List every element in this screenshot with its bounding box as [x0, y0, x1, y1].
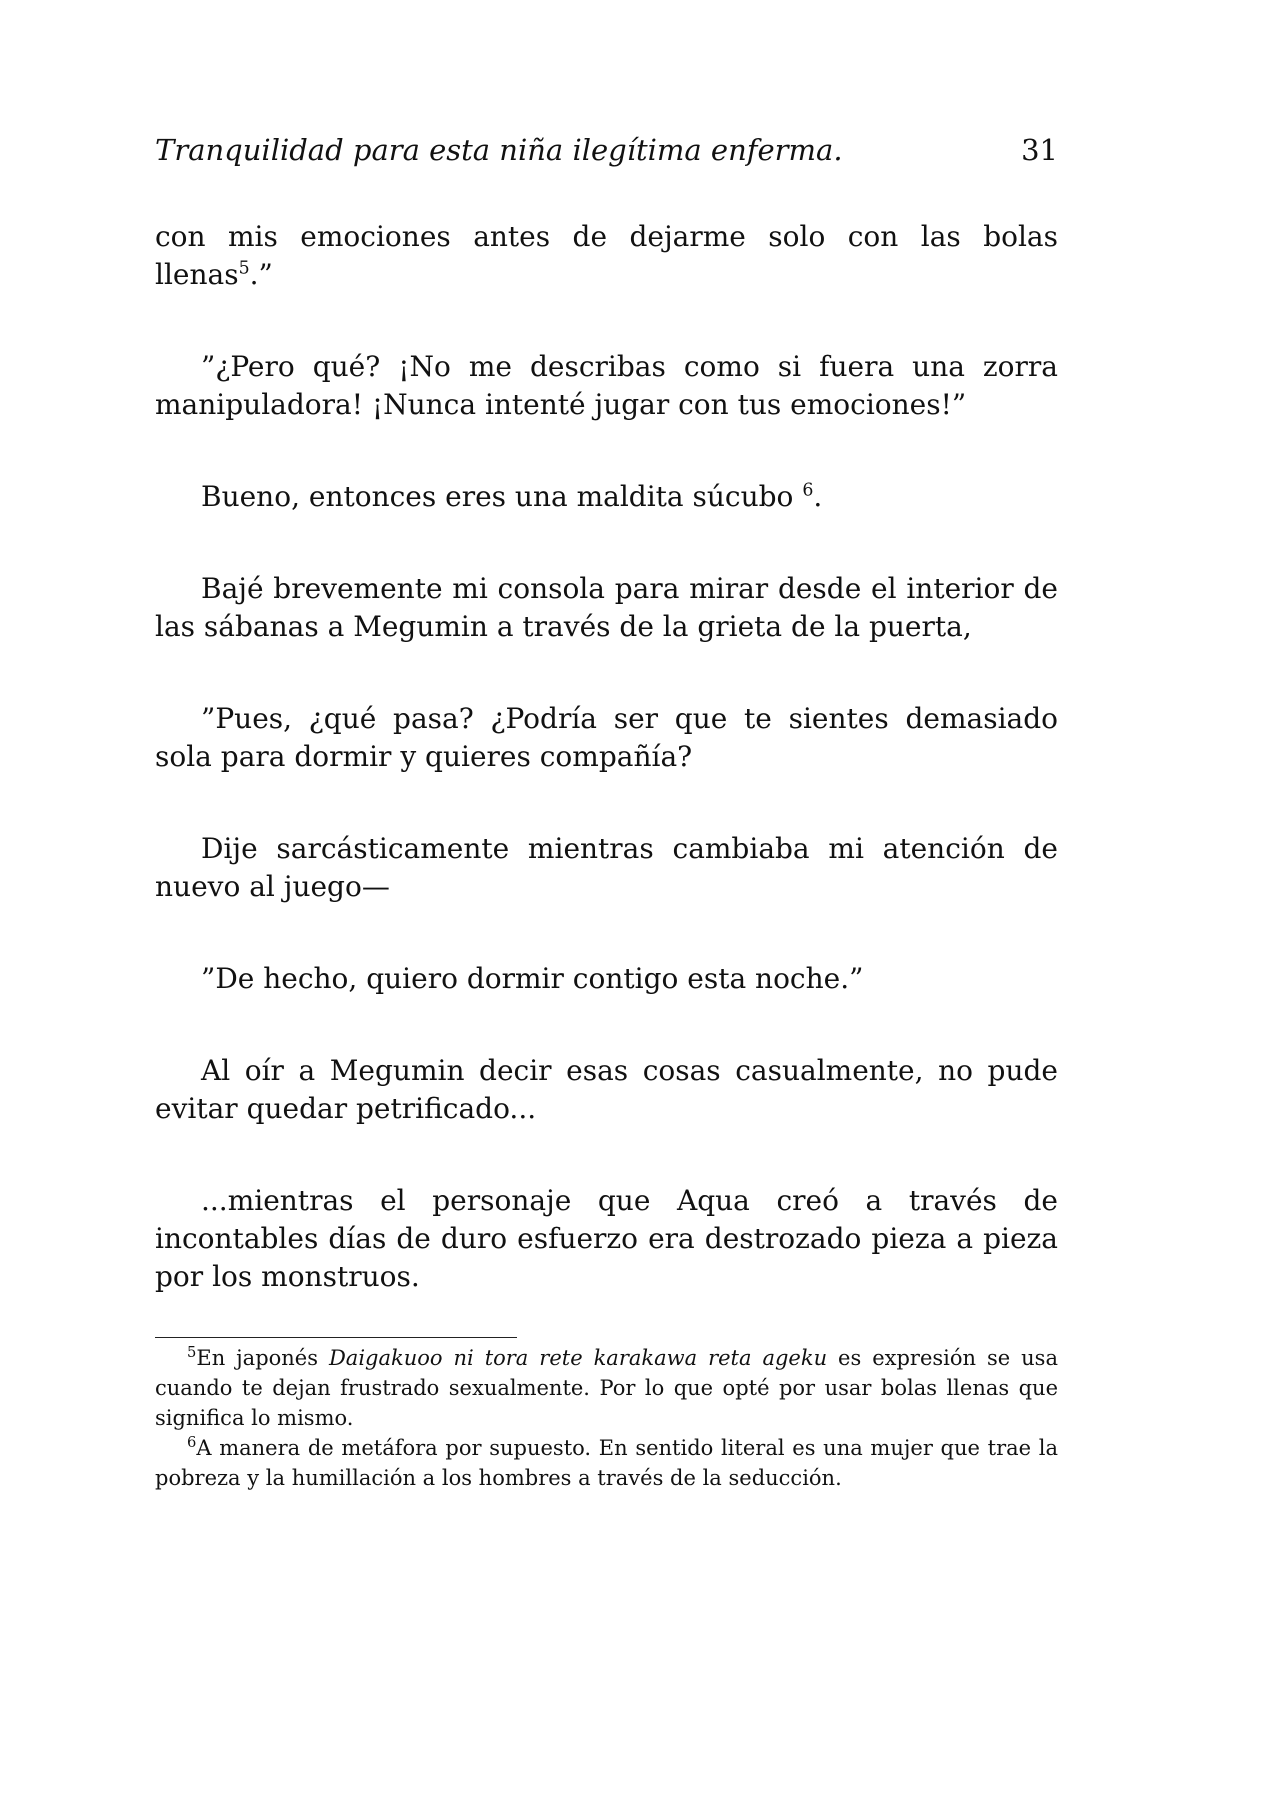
paragraph-text: .” [249, 258, 273, 291]
running-header [155, 128, 1058, 172]
page-number: 31 [1021, 133, 1058, 167]
paragraph: Bajé brevemente mi consola para mirar desde el interior de las sábanas a Megumin a través de la grieta de la puerta, [155, 572, 1058, 643]
paragraph: ”Pues, ¿qué pasa? ¿Podría ser que te sientes demasiado sola para dormir y quieres compañía? [155, 702, 1058, 773]
footnote-number: 6 [187, 1434, 197, 1451]
footnote-text: es expresión se usa cuando te dejan frustrado sexualmente. Por lo que opté por usar bolas llenas que significa lo mismo. [155, 1346, 1058, 1430]
running-title: Tranquilidad para esta niña ilegítima enferma. [155, 133, 843, 167]
footnote-italic-text: Daigakuoo ni tora rete karakawa reta ageku [328, 1346, 828, 1370]
footnote-text: A manera de metáfora por supuesto. En sentido literal es una mujer que trae la pobreza y la humillación a los hombres a través de la seducción. [155, 1436, 1058, 1490]
footnote-number: 5 [187, 1344, 197, 1361]
footnote-ref: 6 [802, 480, 814, 501]
footnote [155, 1433, 1058, 1493]
paragraph: ”¿Pero qué? ¡No me describas como si fuera una zorra manipuladora! ¡Nunca intenté jugar con tus emociones!” [155, 350, 1058, 421]
paragraph [155, 218, 1058, 294]
footnote-ref: 5 [238, 258, 250, 279]
paragraph [155, 478, 1058, 516]
book-page [155, 0, 1058, 1807]
body-text [155, 218, 1058, 1350]
footnote-divider [155, 1337, 517, 1338]
paragraph-text: Bueno, entonces eres una maldita súcubo [201, 480, 803, 513]
paragraph: Al oír a Megumin decir esas cosas casualmente, no pude evitar quedar petrificado... [155, 1054, 1058, 1125]
paragraph: ...mientras el personaje que Aqua creó a través de incontables días de duro esfuerzo era destrozado pieza a pieza por los monstruos. [155, 1184, 1058, 1293]
footnote-text: En japonés [196, 1346, 329, 1370]
paragraph: Dije sarcásticamente mientras cambiaba mi atención de nuevo al juego— [155, 832, 1058, 903]
footnote [155, 1343, 1058, 1433]
footnotes [155, 1343, 1058, 1493]
paragraph: ”De hecho, quiero dormir contigo esta noche.” [201, 962, 864, 995]
paragraph-text: con mis emociones antes de dejarme solo con las bolas llenas [155, 220, 1058, 291]
paragraph-text: . [813, 480, 823, 513]
